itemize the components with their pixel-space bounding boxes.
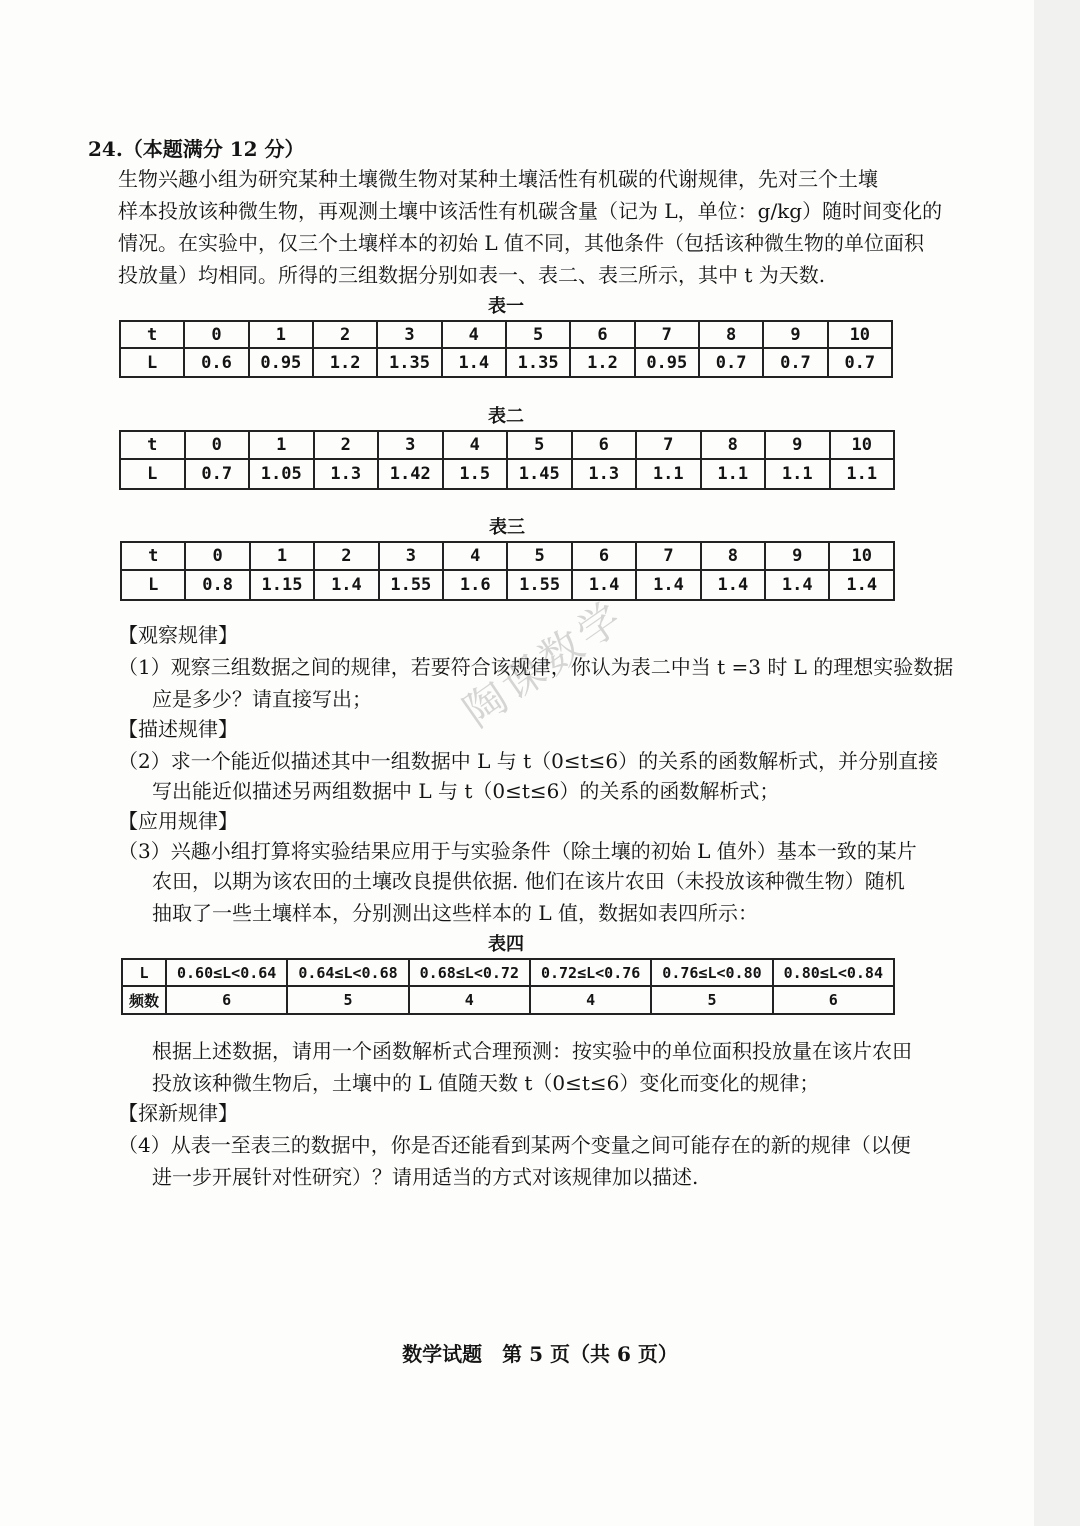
table-cell: 3	[379, 542, 443, 570]
table-cell: 1.5	[443, 459, 508, 489]
table-cell: 1.05	[249, 459, 314, 489]
table-cell: 10	[830, 431, 895, 459]
section3-line-2: 农田，以期为该农田的土壤改良提供依据. 他们在该片农田（未投放该种微生物）随机	[152, 869, 905, 893]
table-cell: 5	[507, 542, 571, 570]
table-cell: 1.2	[313, 348, 377, 377]
table-cell: 2	[314, 542, 378, 570]
table-cell: 1.6	[443, 570, 507, 600]
table-cell: 10	[829, 542, 894, 570]
table-cell: 7	[636, 542, 700, 570]
table4-caption: 表四	[488, 934, 524, 955]
table-cell: 0.7	[185, 459, 250, 489]
section1-title: 【观察规律】	[118, 623, 238, 647]
table-cell: 0.68≤L<0.72	[409, 959, 530, 986]
table4	[121, 958, 895, 1015]
table3-row-t	[121, 542, 894, 570]
table-cell: 1.4	[636, 570, 700, 600]
intro-line-4: 投放量）均相同。所得的三组数据分别如表一、表二、表三所示，其中 t 为天数.	[118, 263, 826, 287]
table-cell: 1.2	[570, 348, 634, 377]
table-cell: L	[121, 570, 185, 600]
table-cell: 9	[763, 321, 827, 348]
table-cell: 1	[250, 542, 314, 570]
table-cell: 1.4	[701, 570, 765, 600]
section1-line-1: （1）观察三组数据之间的规律，若要符合该规律，你认为表二中当 t =3 时 L 的理想实验数据	[118, 655, 954, 679]
intro-line-1: 生物兴趣小组为研究某种土壤微生物对某种土壤活性有机碳的代谢规律，先对三个土壤	[118, 167, 878, 191]
table-cell: 1.1	[830, 459, 895, 489]
table2-row-L	[120, 459, 894, 489]
table-cell: 1.42	[378, 459, 443, 489]
table-cell: 4	[443, 542, 507, 570]
table-cell: 0.95	[635, 348, 699, 377]
table-cell: 0	[184, 321, 248, 348]
table-cell: 7	[635, 321, 699, 348]
table-cell: 6	[572, 431, 637, 459]
table-cell: 9	[765, 542, 829, 570]
table-cell: 0.7	[699, 348, 763, 377]
table-cell: 频数	[122, 986, 166, 1014]
table-cell: 1.35	[377, 348, 441, 377]
table-cell: 2	[313, 321, 377, 348]
table-cell: 1.3	[572, 459, 637, 489]
page-footer: 数学试题 第 5 页（共 6 页）	[402, 1342, 678, 1366]
intro-line-2: 样本投放该种微生物，再观测土壤中该活性有机碳含量（记为 L，单位：g/kg）随时间变化的	[118, 199, 943, 223]
table-cell: 4	[530, 986, 651, 1014]
section2-title: 【描述规律】	[118, 717, 238, 741]
table3	[120, 541, 895, 601]
section3-title: 【应用规律】	[118, 809, 238, 833]
section1-line-2: 应是多少？请直接写出；	[152, 687, 372, 711]
table-cell: 4	[409, 986, 530, 1014]
table2-row-t	[120, 431, 894, 459]
table4-row-freq	[122, 986, 894, 1014]
question-header: 24.（本题满分 12 分）	[88, 137, 305, 161]
table-cell: 0.8	[185, 570, 249, 600]
table-cell: 1	[249, 431, 314, 459]
section3-after-line-2: 投放该种微生物后，土壤中的 L 值随天数 t（0≤t≤6）变化而变化的规律；	[152, 1071, 820, 1095]
table4-row-L	[122, 959, 894, 986]
section4-line-1: （4）从表一至表三的数据中，你是否还能看到某两个变量之间可能存在的新的规律（以便	[118, 1133, 911, 1157]
table-cell: 5	[287, 986, 408, 1014]
table-cell: 0	[185, 431, 250, 459]
table-cell: 6	[570, 321, 634, 348]
table-cell: L	[120, 459, 185, 489]
table-cell: 0	[185, 542, 249, 570]
table-cell: 1.55	[507, 570, 571, 600]
table-cell: 1.1	[701, 459, 766, 489]
table-cell: 1.45	[507, 459, 572, 489]
table-cell: 0.64≤L<0.68	[287, 959, 408, 986]
table-cell: 10	[828, 321, 892, 348]
table-cell: 1.4	[314, 570, 378, 600]
table-cell: 0.7	[828, 348, 892, 377]
table-cell: L	[120, 348, 184, 377]
table-cell: 1.3	[314, 459, 379, 489]
table-cell: 0.95	[249, 348, 313, 377]
section3-line-3: 抽取了一些土壤样本，分别测出这些样本的 L 值，数据如表四所示：	[152, 901, 758, 925]
watermark: 陶课数学	[454, 591, 634, 737]
table1-row-t	[120, 321, 892, 348]
table-cell: 6	[572, 542, 636, 570]
table-cell: 1.4	[765, 570, 829, 600]
table-cell: 4	[443, 431, 508, 459]
table-cell: 1.1	[636, 459, 701, 489]
table-cell: 0.7	[763, 348, 827, 377]
table-cell: 0.72≤L<0.76	[530, 959, 651, 986]
table-cell: t	[120, 431, 185, 459]
table-cell: 1.4	[442, 348, 506, 377]
intro-line-3: 情况。在实验中，仅三个土壤样本的初始 L 值不同，其他条件（包括该种微生物的单位面积	[118, 231, 924, 255]
table-cell: 9	[765, 431, 830, 459]
section2-line-2: 写出能近似描述另两组数据中 L 与 t（0≤t≤6）的关系的函数解析式；	[152, 779, 780, 803]
table-cell: 1.1	[765, 459, 830, 489]
table-cell: 1.4	[572, 570, 636, 600]
table-cell: 2	[314, 431, 379, 459]
table-cell: 0.6	[184, 348, 248, 377]
table-cell: 7	[636, 431, 701, 459]
table-cell: 8	[701, 431, 766, 459]
table-cell: 0.80≤L<0.84	[773, 959, 894, 986]
section3-line-1: （3）兴趣小组打算将实验结果应用于与实验条件（除土壤的初始 L 值外）基本一致的某片	[118, 839, 917, 863]
table-cell: t	[121, 542, 185, 570]
table-cell: 5	[651, 986, 772, 1014]
table-cell: 8	[701, 542, 765, 570]
table-cell: 6	[773, 986, 894, 1014]
table-cell: 1.35	[506, 348, 570, 377]
table-cell: 8	[699, 321, 763, 348]
table3-row-L	[121, 570, 894, 600]
table-cell: 1.15	[250, 570, 314, 600]
section4-line-2: 进一步开展针对性研究）？请用适当的方式对该规律加以描述.	[152, 1165, 699, 1189]
section3-after-line-1: 根据上述数据，请用一个函数解析式合理预测：按实验中的单位面积投放量在该片农田	[152, 1039, 912, 1063]
table-cell: 1.55	[379, 570, 443, 600]
table-cell: 4	[442, 321, 506, 348]
table1-row-L	[120, 348, 892, 377]
scan-edge-strip	[1034, 0, 1080, 1526]
table-cell: 3	[378, 431, 443, 459]
table-cell: 1	[249, 321, 313, 348]
table1	[119, 320, 893, 378]
table-cell: 5	[506, 321, 570, 348]
table2	[119, 430, 895, 490]
table-cell: 0.60≤L<0.64	[166, 959, 287, 986]
table-cell: 3	[377, 321, 441, 348]
table-cell: t	[120, 321, 184, 348]
section2-line-1: （2）求一个能近似描述其中一组数据中 L 与 t（0≤t≤6）的关系的函数解析式，并分别直接	[118, 749, 939, 773]
table2-caption: 表二	[488, 406, 524, 427]
table-cell: 0.76≤L<0.80	[651, 959, 772, 986]
table-cell: 5	[507, 431, 572, 459]
table-cell: 6	[166, 986, 287, 1014]
table3-caption: 表三	[489, 517, 525, 538]
table1-caption: 表一	[488, 296, 524, 317]
table-cell: L	[122, 959, 166, 986]
section4-title: 【探新规律】	[118, 1101, 238, 1125]
table-cell: 1.4	[829, 570, 894, 600]
